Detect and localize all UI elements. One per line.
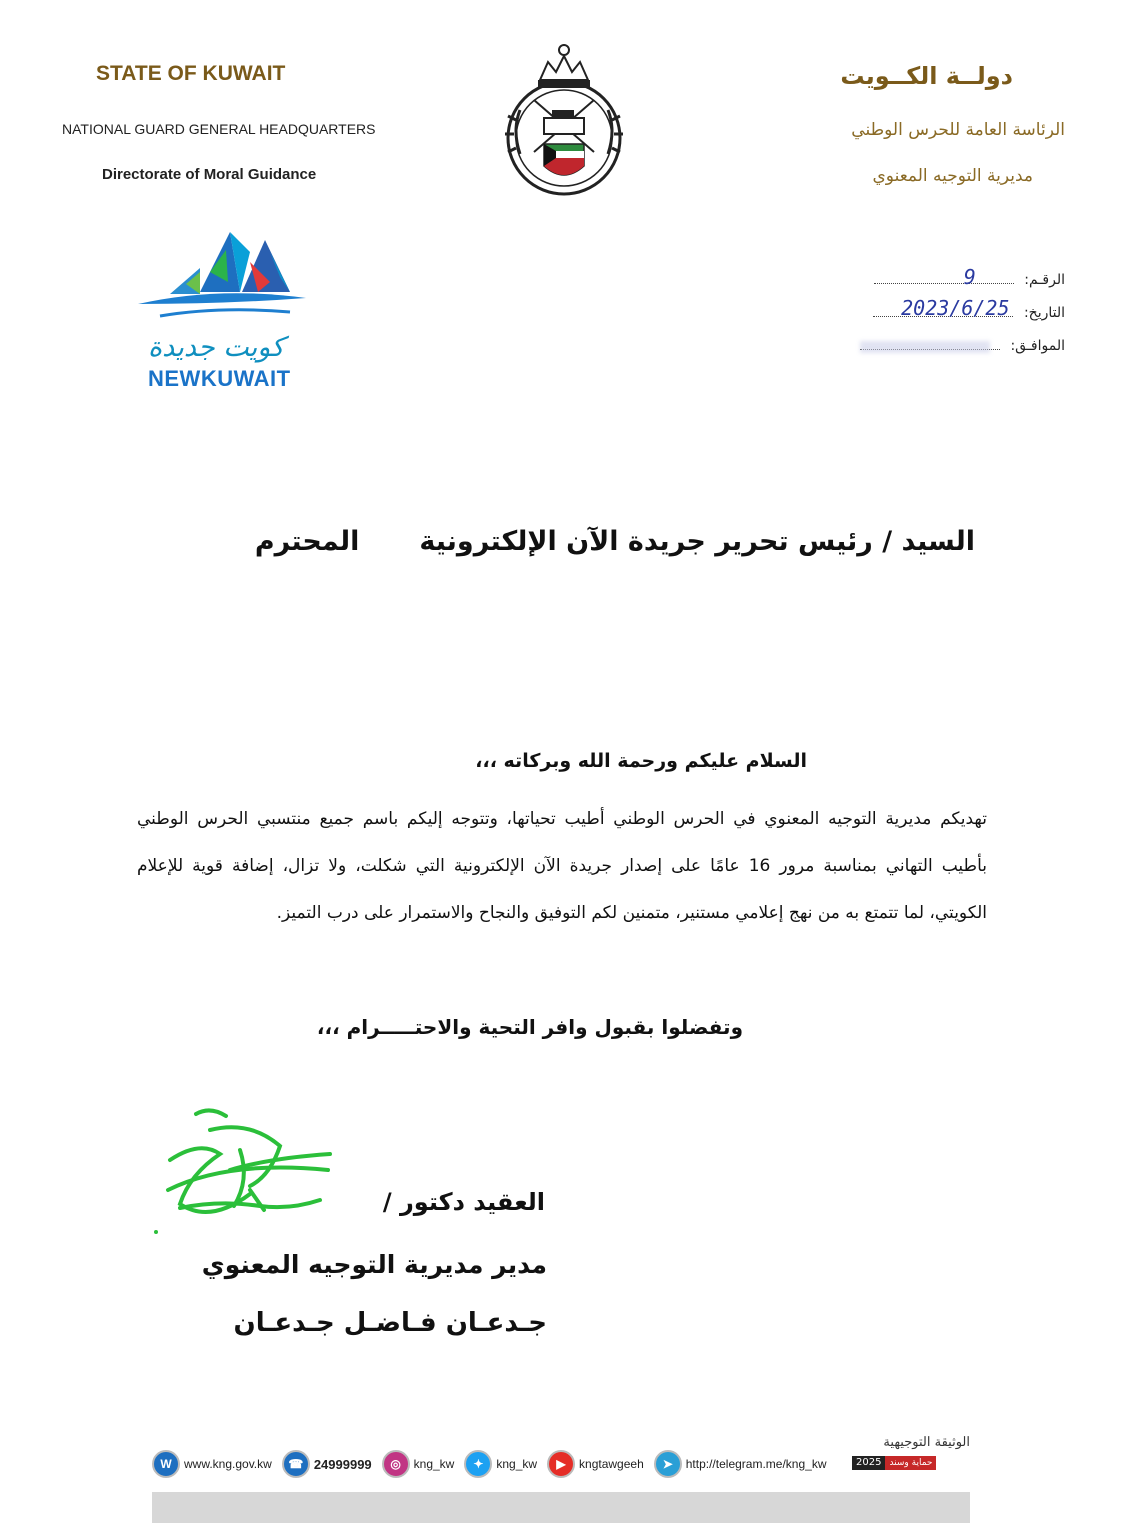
new-kuwait-sail-logo-icon [130, 222, 310, 332]
addressee-honorific: المحترم [254, 526, 360, 557]
signatory-name: جـدعـان فـاضـل جـدعـان [233, 1308, 547, 1338]
twitter-icon: ✦ [464, 1450, 492, 1478]
letter-body: تهديكم مديرية التوجيه المعنوي في الحرس الوطني أطيب تحياتها، وتتوجه إليكم باسم جميع منتسبي الحرس الوطني بأطيب التهاني بمناسبة مرور 16 عامًا على إصدار جريدة الآن الإلكترونية التي شكلت، ولا تزال، إضافة قوية للإعلام الكويتي، لما تتمتع به من نهج إعلامي مستنير، متمنين لكم التوفيق والنجاح والاستمرار على درب التميز. [137, 809, 987, 923]
footer-instagram[interactable] [382, 1450, 455, 1478]
handwritten-signature [150, 1100, 350, 1240]
addressee-line [255, 526, 975, 557]
reference-hijri-label: الموافـق: [1010, 338, 1065, 354]
doc-badge-bar [852, 1456, 970, 1470]
reference-date-label: التاريخ: [1023, 305, 1065, 321]
ar-hq-title: الرئاسة العامة للحرس الوطني [851, 120, 1065, 140]
reference-hijri-field [860, 349, 1000, 350]
ar-state-title: دولــة الكــويت [840, 62, 1013, 90]
footer-website-text: www.kng.gov.kw [184, 1457, 272, 1471]
footer-phone-text: 24999999 [313, 1456, 372, 1472]
doc-badge-title: الوثيقة التوجيهية [883, 1435, 970, 1450]
footer-telegram-text: http://telegram.me/kng_kw [685, 1457, 827, 1471]
reference-date-row [873, 296, 1065, 321]
reference-date-value: 2023/6/25 [901, 296, 1010, 320]
footer-youtube[interactable] [547, 1450, 644, 1478]
closing-line: وتفضلوا بقبول وافر التحية والاحتـــــرام ،،، [316, 1015, 743, 1039]
youtube-icon: ▶ [547, 1450, 575, 1478]
footer-grey-band [152, 1492, 970, 1523]
ar-directorate-title: مديرية التوجيه المعنوي [872, 166, 1033, 186]
reference-number-value: 9 [963, 265, 976, 289]
telegram-icon: ➤ [654, 1450, 682, 1478]
blurred-hijri-date [860, 341, 990, 353]
greeting: السلام عليكم ورحمة الله وبركاته ،،، [475, 750, 807, 772]
new-kuwait-arabic-text: كويت جديدة [148, 332, 285, 363]
instagram-icon: ◎ [382, 1450, 410, 1478]
footer-twitter[interactable] [464, 1450, 537, 1478]
wordpress-icon: W [152, 1450, 180, 1478]
footer-contacts [152, 1450, 830, 1478]
doc-badge-slogan: حماية وسند [885, 1456, 936, 1470]
reference-number-label: الرقـم: [1024, 272, 1065, 288]
document-badge [852, 1435, 970, 1470]
footer-youtube-text: kngtawgeeh [579, 1457, 644, 1471]
doc-badge-year: 2025 [852, 1456, 885, 1470]
addressee-text: السيد / رئيس تحرير جريدة الآن الإلكترونية [419, 526, 975, 557]
footer-twitter-text: kng_kw [496, 1457, 538, 1471]
footer-phone[interactable] [282, 1450, 372, 1478]
signatory-position: مدير مديرية التوجيه المعنوي [201, 1250, 547, 1279]
signatory-rank: العقيد دكتور / [382, 1188, 545, 1216]
footer-website[interactable] [152, 1450, 272, 1478]
en-directorate-title: Directorate of Moral Guidance [102, 166, 317, 183]
new-kuwait-english-text: NEWKUWAIT [148, 366, 291, 391]
reference-number-field [874, 265, 1014, 289]
national-guard-emblem-icon [490, 40, 638, 200]
en-hq-title: NATIONAL GUARD GENERAL HEADQUARTERS [62, 121, 376, 137]
en-state-title: STATE OF KUWAIT [96, 62, 286, 85]
phone-icon: ☎ [282, 1450, 310, 1478]
reference-number-row [874, 265, 1065, 289]
footer-instagram-text: kng_kw [413, 1457, 455, 1471]
footer-telegram[interactable] [654, 1450, 827, 1478]
reference-hijri-row [860, 338, 1065, 354]
reference-date-field [873, 296, 1013, 320]
